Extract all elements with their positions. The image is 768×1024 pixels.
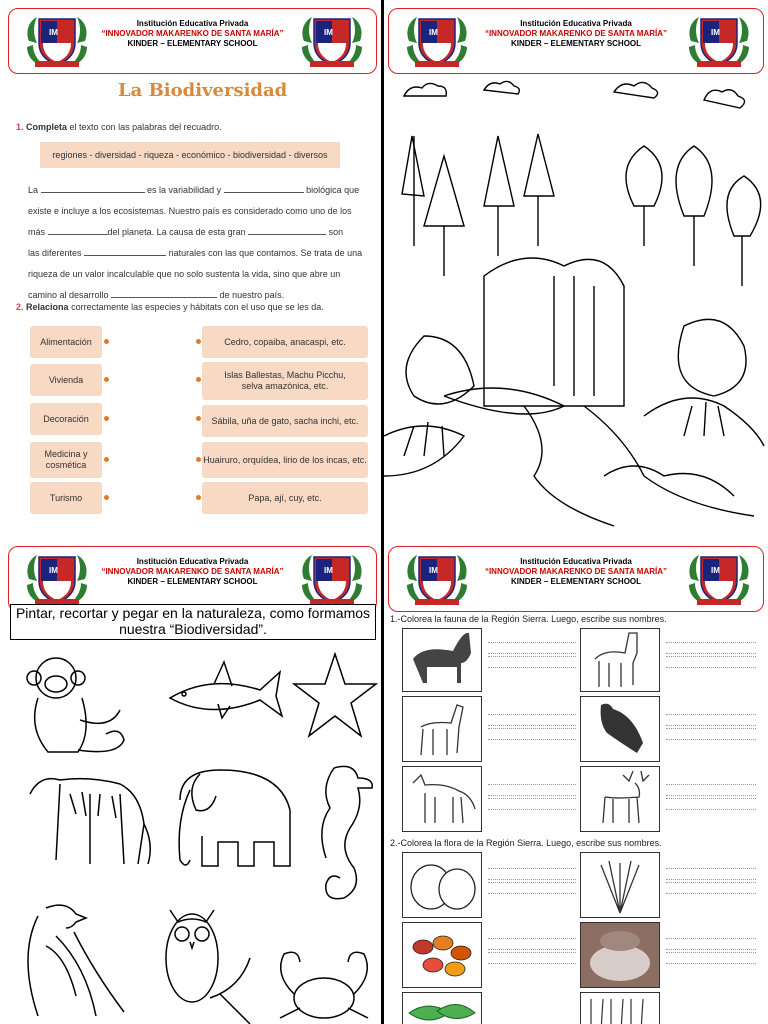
fauna-image-box[interactable] [402, 696, 482, 762]
school-crest-icon [21, 13, 93, 69]
school-header [388, 8, 764, 74]
use-box[interactable]: Turismo [30, 482, 102, 514]
name-writing-line[interactable] [488, 642, 576, 654]
name-writing-line[interactable] [488, 938, 576, 950]
header-line3: KINDER – ELEMENTARY SCHOOL [127, 39, 258, 48]
landscape-coloring-icon[interactable] [384, 76, 768, 530]
text-segment: biológica que [306, 185, 360, 195]
name-writing-line[interactable] [666, 882, 756, 894]
bean-icon [403, 993, 481, 1024]
seahorse-icon[interactable] [310, 758, 376, 908]
match-dot[interactable] [196, 416, 201, 421]
match-dot[interactable] [196, 495, 201, 500]
text-segment: naturales con las que contamos. Se trata de una [168, 248, 363, 258]
school-header [8, 546, 377, 612]
cutout-animals-page [0, 538, 381, 1024]
header-line2: “INNOVADOR MAKARENKO DE SANTA MARÍA” [484, 567, 668, 576]
match-dot[interactable] [196, 339, 201, 344]
match-dot[interactable] [196, 457, 201, 462]
fauna-image-box[interactable] [580, 628, 660, 692]
header-line3: KINDER – ELEMENTARY SCHOOL [127, 577, 258, 586]
text-segment: son [328, 227, 344, 237]
tiger-icon[interactable] [20, 764, 160, 868]
name-writing-line[interactable] [666, 656, 756, 668]
instruction-box: Pintar, recortar y pegar en la naturaleza, como formamos nuestra “Biodiversidad”. [10, 604, 376, 640]
header-line2: “INNOVADOR MAKARENKO DE SANTA MARÍA” [101, 29, 284, 38]
text-segment: de nuestro país. [219, 290, 285, 300]
potato-icon [403, 853, 481, 917]
text-segment: más [28, 227, 46, 237]
deer-icon [581, 767, 659, 831]
text-segment: es la variabilidad y [147, 185, 222, 195]
owl-icon[interactable] [150, 898, 260, 1024]
alpaca-icon [403, 629, 481, 691]
vicuna-icon [403, 697, 481, 761]
header-line1: Institución Educativa Privada [136, 19, 249, 28]
school-crest-icon [296, 551, 368, 607]
header-line3: KINDER – ELEMENTARY SCHOOL [510, 39, 642, 48]
fauna-image-box[interactable] [402, 766, 482, 832]
exercise-number: 1. [16, 122, 24, 132]
school-crest-icon [683, 13, 755, 69]
paragraph-line [28, 222, 370, 243]
flora-image-box[interactable] [402, 922, 482, 988]
fauna-image-box[interactable] [580, 696, 660, 762]
header-line1: Institución Educativa Privada [136, 557, 249, 566]
name-writing-line[interactable] [488, 728, 576, 740]
word-bank: regiones - diversidad - riqueza - económico - biodiversidad - diversos [40, 142, 340, 168]
use-box[interactable]: Vivienda [30, 364, 102, 396]
elephant-icon[interactable] [160, 760, 300, 876]
coloring-landscape-page [384, 0, 768, 530]
page-divider [381, 0, 384, 1024]
header-text [99, 557, 286, 587]
condor-icon [581, 697, 659, 761]
oca-icon [403, 923, 481, 987]
match-dot[interactable] [104, 457, 109, 462]
school-crest-icon [401, 13, 473, 69]
eagle-icon[interactable] [16, 896, 136, 1024]
answer-blank[interactable] [41, 183, 145, 193]
school-crest-icon [401, 551, 473, 607]
school-crest-icon [683, 551, 755, 607]
paragraph-line [28, 180, 370, 201]
answer-blank[interactable] [48, 225, 108, 235]
header-line2: “INNOVADOR MAKARENKO DE SANTA MARÍA” [484, 29, 668, 38]
header-text [479, 19, 673, 49]
match-dot[interactable] [104, 416, 109, 421]
monkey-icon[interactable] [16, 650, 136, 760]
exercise-verb: Completa [26, 122, 68, 132]
name-writing-line[interactable] [488, 798, 576, 810]
worksheet-biodiversidad [0, 0, 381, 530]
name-writing-line[interactable] [666, 728, 756, 740]
answer-blank[interactable] [84, 246, 166, 256]
header-line1: Institución Educativa Privada [520, 19, 632, 28]
school-crest-icon [21, 551, 93, 607]
starfish-icon[interactable] [290, 650, 380, 744]
match-dot[interactable] [196, 377, 201, 382]
habitat-box[interactable]: Sábila, uña de gato, sacha inchi, etc. [202, 405, 368, 437]
flora-instruction: 2.-Colorea la flora de la Región Sierra. Luego, escribe sus nombres. [390, 838, 662, 848]
text-segment: del planeta. La causa de esta gran [107, 227, 246, 237]
header-text [479, 557, 673, 587]
use-box[interactable]: Medicina y cosmética [30, 442, 102, 478]
school-header [388, 546, 764, 612]
name-writing-line[interactable] [488, 784, 576, 796]
name-writing-line[interactable] [666, 868, 756, 880]
llama-icon [581, 629, 659, 691]
use-box[interactable]: Decoración [30, 403, 102, 435]
name-writing-line[interactable] [666, 798, 756, 810]
quinoa-icon [581, 923, 659, 987]
answer-blank[interactable] [224, 183, 304, 193]
match-dot[interactable] [104, 377, 109, 382]
header-line3: KINDER – ELEMENTARY SCHOOL [510, 577, 642, 586]
exercise-verb: Relaciona [26, 302, 69, 312]
exercise-1-prompt [16, 122, 222, 132]
name-writing-line[interactable] [666, 938, 756, 950]
fox-icon [403, 767, 481, 831]
crab-icon[interactable] [270, 938, 378, 1024]
barley-icon [581, 993, 659, 1024]
match-dot[interactable] [104, 339, 109, 344]
fauna-image-box[interactable] [580, 766, 660, 832]
text-segment: las diferentes [28, 248, 82, 258]
paragraph-line: riqueza de un valor incalculable que no solo sustenta la vida, sino que abre un [28, 269, 341, 279]
school-header [8, 8, 377, 74]
habitat-box[interactable]: Papa, ají, cuy, etc. [202, 482, 368, 514]
habitat-box[interactable]: Cedro, copaiba, anacaspi, etc. [202, 326, 368, 358]
paragraph-line [28, 243, 370, 264]
name-writing-line[interactable] [666, 714, 756, 726]
exercise-2-prompt [16, 302, 324, 312]
flora-image-box[interactable] [580, 852, 660, 918]
exercise-text: correctamente las especies y hábitats con el uso que se les da. [68, 302, 324, 312]
paragraph-line: existe e incluye a los ecosistemas. Nuestro país es considerado como uno de los [28, 206, 352, 216]
text-segment: camino al desarrollo [28, 290, 109, 300]
page-title: La Biodiversidad [118, 80, 288, 101]
header-line1: Institución Educativa Privada [520, 557, 632, 566]
habitat-box[interactable]: Huairuro, orquídea, lirio de los incas, etc. [202, 442, 368, 478]
flora-image-box[interactable] [580, 922, 660, 988]
match-dot[interactable] [104, 495, 109, 500]
name-writing-line[interactable] [488, 656, 576, 668]
name-writing-line[interactable] [488, 868, 576, 880]
flora-image-box[interactable] [402, 852, 482, 918]
name-writing-line[interactable] [488, 882, 576, 894]
fauna-image-box[interactable] [402, 628, 482, 692]
text-segment: La [28, 185, 39, 195]
name-writing-line[interactable] [666, 952, 756, 964]
school-crest-icon [296, 13, 368, 69]
answer-blank[interactable] [111, 288, 217, 298]
header-line2: “INNOVADOR MAKARENKO DE SANTA MARÍA” [101, 567, 284, 576]
fauna-instruction: 1.-Colorea la fauna de la Región Sierra. Luego, escribe sus nombres. [390, 614, 667, 624]
exercise-text: el texto con las palabras del recuadro. [67, 122, 222, 132]
wheat-icon [581, 853, 659, 917]
header-text [99, 19, 286, 49]
use-box[interactable]: Alimentación [30, 326, 102, 358]
answer-blank[interactable] [248, 225, 326, 235]
shark-icon[interactable] [164, 658, 284, 738]
habitat-box[interactable]: Islas Ballestas, Machu Picchu, selva amazónica, etc. [202, 362, 368, 400]
name-writing-line[interactable] [488, 714, 576, 726]
flora-image-box[interactable] [580, 992, 660, 1024]
exercise-number: 2. [16, 302, 24, 312]
name-writing-line[interactable] [488, 952, 576, 964]
sierra-fauna-flora-page [384, 538, 768, 1024]
fill-in-paragraph [28, 180, 370, 306]
flora-image-box[interactable] [402, 992, 482, 1024]
name-writing-line[interactable] [666, 784, 756, 796]
name-writing-line[interactable] [666, 642, 756, 654]
